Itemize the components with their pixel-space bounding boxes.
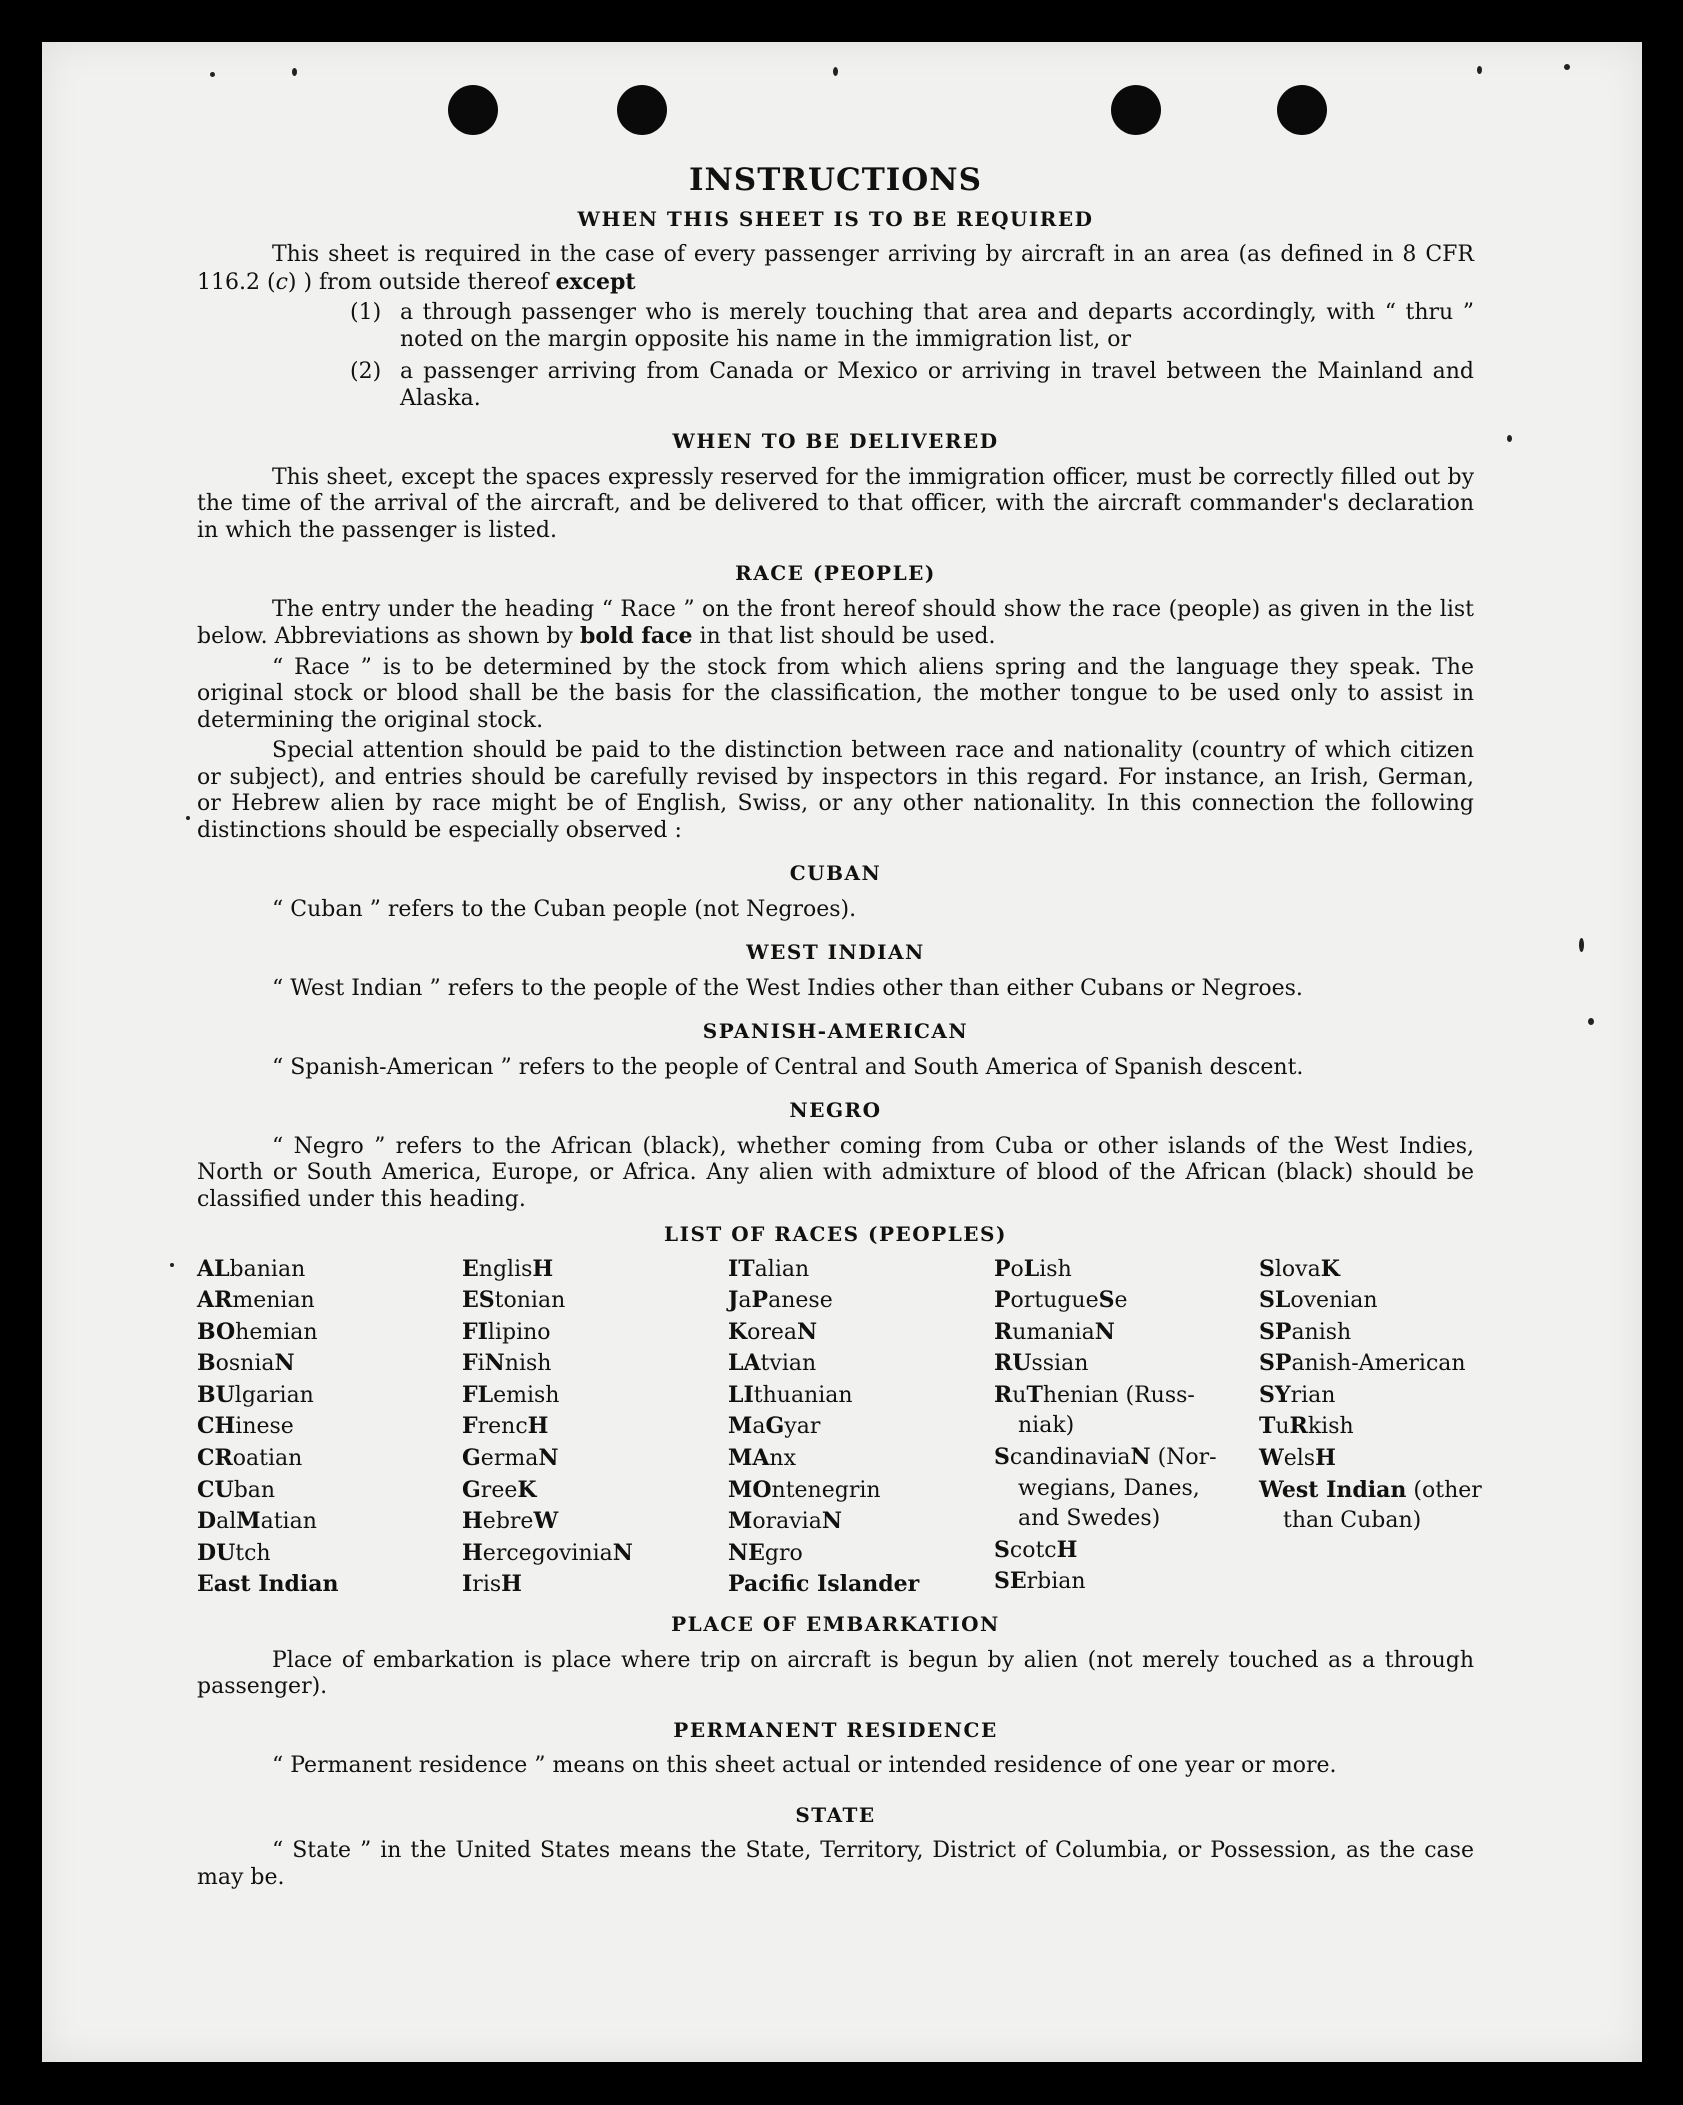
race-entry bbox=[1259, 1475, 1482, 1507]
race-abbrev: S bbox=[1259, 1255, 1275, 1282]
section-heading-west-indian: WEST INDIAN bbox=[746, 940, 925, 964]
race-entry bbox=[1259, 1506, 1474, 1537]
race-abbrev: R bbox=[994, 1318, 1013, 1345]
race-entry bbox=[1259, 1380, 1474, 1412]
race-entry bbox=[728, 1380, 994, 1412]
races-column bbox=[1259, 1254, 1482, 1602]
race-text: e bbox=[1114, 1288, 1128, 1314]
race-entry bbox=[1259, 1254, 1474, 1286]
race-text: al bbox=[216, 1509, 237, 1535]
race-text: menian bbox=[232, 1288, 315, 1314]
race-abbrev: S bbox=[1098, 1287, 1115, 1314]
cuban-text: “ Cuban ” refers to the Cuban people (not Negroes). bbox=[272, 896, 857, 922]
race-abbrev: SY bbox=[1259, 1381, 1291, 1408]
race-text: ercegovinia bbox=[482, 1540, 613, 1566]
race-abbrev: LA bbox=[728, 1350, 761, 1377]
race-abbrev: T bbox=[1259, 1413, 1276, 1440]
race-text: henian (Russ- bbox=[1042, 1382, 1195, 1408]
section-heading-negro: NEGRO bbox=[789, 1098, 882, 1122]
race-entry bbox=[462, 1506, 728, 1538]
race-entry bbox=[462, 1411, 728, 1443]
race-abbrev: LI bbox=[728, 1381, 754, 1408]
exception-item bbox=[197, 359, 1474, 412]
race-entry bbox=[462, 1443, 728, 1475]
race-text: orea bbox=[747, 1319, 798, 1345]
race-abbrev: G bbox=[462, 1445, 481, 1472]
race-abbrev: SL bbox=[1259, 1287, 1291, 1314]
race-text: rian bbox=[1290, 1382, 1336, 1408]
race-entry bbox=[728, 1254, 994, 1286]
race-abbrev: FI bbox=[462, 1318, 488, 1345]
race-entry bbox=[197, 1443, 462, 1475]
race-abbrev: West Indian bbox=[1259, 1476, 1407, 1503]
west-indian-text: “ West Indian ” refers to the people of the West Indies other than either Cubans or Negroes. bbox=[272, 975, 1303, 1001]
section-heading-cuban: CUBAN bbox=[789, 861, 882, 885]
race-entry bbox=[1259, 1443, 1474, 1475]
race-entry bbox=[728, 1506, 994, 1538]
race-entry bbox=[197, 1538, 462, 1570]
race-abbrev: H bbox=[462, 1539, 483, 1566]
race-abbrev: P bbox=[994, 1255, 1011, 1282]
race-entry bbox=[994, 1348, 1259, 1380]
race-text: els bbox=[1283, 1446, 1316, 1472]
race-text: inese bbox=[235, 1414, 294, 1440]
speck bbox=[1579, 938, 1584, 952]
race-text: tvian bbox=[760, 1351, 817, 1377]
punch-hole bbox=[448, 85, 498, 135]
race-abbrev: G bbox=[765, 1413, 785, 1440]
section-heading-state: STATE bbox=[795, 1802, 876, 1827]
race-text: candinavia bbox=[1009, 1445, 1131, 1471]
item-text: a through passenger who is merely touching that area and departs accordingly, with “ thru ” noted on the margin opposite his name in the immigration list, or bbox=[400, 300, 1474, 352]
race-abbrev: J bbox=[728, 1287, 739, 1314]
race-abbrev: K bbox=[728, 1318, 748, 1345]
race-text: (other bbox=[1406, 1477, 1482, 1503]
race-abbrev: D bbox=[197, 1508, 217, 1535]
section-heading-delivered: WHEN TO BE DELIVERED bbox=[672, 429, 999, 453]
race-text: tonian bbox=[494, 1288, 566, 1314]
race-text: alian bbox=[754, 1256, 810, 1282]
race-abbrev: E bbox=[462, 1255, 479, 1282]
race-entry bbox=[728, 1348, 994, 1380]
race-text: than Cuban) bbox=[1283, 1508, 1422, 1534]
embarkation-text: Place of embarkation is place where trip on aircraft is begun by alien (not merely touched as a through passenger). bbox=[197, 1647, 1474, 1700]
race-abbrev: MA bbox=[728, 1445, 770, 1472]
race-text: tch bbox=[235, 1540, 271, 1566]
race-abbrev: N bbox=[1130, 1444, 1151, 1471]
race-entry bbox=[462, 1254, 728, 1286]
race-text: ish bbox=[1039, 1256, 1072, 1282]
race-text: anish bbox=[1291, 1319, 1352, 1345]
race-abbrev: H bbox=[532, 1255, 554, 1282]
race-text: u bbox=[1012, 1382, 1027, 1408]
race-entry bbox=[197, 1285, 462, 1317]
speck bbox=[210, 72, 215, 77]
race-abbrev: T bbox=[1026, 1381, 1043, 1408]
race-abbrev: G bbox=[462, 1476, 481, 1503]
race-abbrev: R bbox=[994, 1381, 1013, 1408]
speck bbox=[186, 816, 190, 820]
race-entry bbox=[197, 1380, 462, 1412]
speck bbox=[170, 1263, 174, 1267]
race-text: gro bbox=[764, 1540, 803, 1566]
section-heading-required: WHEN THIS SHEET IS TO BE REQUIRED bbox=[577, 206, 1094, 231]
section-heading-spanish-american: SPANISH-AMERICAN bbox=[702, 1019, 969, 1043]
instructions-content bbox=[197, 162, 1482, 1895]
race-abbrev: ES bbox=[462, 1287, 495, 1314]
speck bbox=[1564, 64, 1570, 70]
race-abbrev: W bbox=[1259, 1445, 1284, 1472]
delivered-text: This sheet, except the spaces expressly reserved for the immigration officer, must be correctly filled out by the time of the arrival of the aircraft, and be delivered to that officer, with the aircraft commander's declaration in which the passenger is listed. bbox=[197, 464, 1474, 543]
races-column bbox=[728, 1254, 994, 1602]
punch-hole bbox=[617, 85, 667, 135]
race-paragraph-3: Special attention should be paid to the distinction between race and nationality (country of which citizen or subject), and entries should be carefully revised by inspectors in this regard. For instance, an Irish, German, or Hebrew alien by race might be of English, Swiss, or any other nationality. In this connection the following distinctions should be especially observed : bbox=[197, 738, 1474, 843]
race-abbrev: East Indian bbox=[197, 1571, 339, 1598]
race-entry bbox=[197, 1475, 462, 1507]
section-heading-residence: PERMANENT RESIDENCE bbox=[673, 1717, 998, 1742]
race-entry bbox=[994, 1535, 1259, 1567]
item-text: a passenger arriving from Canada or Mexico or arriving in travel between the Mainland and Alaska. bbox=[400, 359, 1474, 411]
race-abbrev: H bbox=[1056, 1536, 1078, 1563]
race-abbrev: SE bbox=[994, 1568, 1027, 1595]
race-text: atian bbox=[260, 1509, 317, 1535]
race-text: umania bbox=[1012, 1319, 1095, 1345]
race-abbrev: AR bbox=[197, 1287, 233, 1314]
race-abbrev: S bbox=[994, 1444, 1010, 1471]
race-entry bbox=[197, 1569, 462, 1601]
race-abbrev: P bbox=[994, 1287, 1011, 1314]
race-abbrev: S bbox=[994, 1536, 1010, 1563]
speck bbox=[292, 68, 297, 76]
race-abbrev: CH bbox=[197, 1413, 236, 1440]
race-text: u bbox=[1275, 1414, 1290, 1440]
race-entry bbox=[994, 1566, 1259, 1598]
race-text: cotc bbox=[1009, 1537, 1057, 1563]
race-entry bbox=[994, 1317, 1259, 1349]
race-text: ssian bbox=[1031, 1351, 1089, 1377]
section-heading-races-list: LIST OF RACES (PEOPLES) bbox=[664, 1222, 1007, 1246]
race-abbrev: RU bbox=[994, 1350, 1032, 1377]
race-text: wegians, Danes, bbox=[1018, 1475, 1200, 1501]
race-text: a bbox=[752, 1414, 766, 1440]
section-heading-embarkation: PLACE OF EMBARKATION bbox=[671, 1612, 1000, 1637]
race-abbrev: R bbox=[1289, 1413, 1308, 1440]
race-entry bbox=[994, 1442, 1259, 1474]
race-text: oatian bbox=[232, 1446, 303, 1472]
race-abbrev: I bbox=[462, 1571, 473, 1598]
race-abbrev: M bbox=[236, 1508, 261, 1535]
races-column bbox=[197, 1254, 462, 1602]
race-entry bbox=[994, 1285, 1259, 1317]
race-entry bbox=[462, 1569, 728, 1601]
item-number: (2) bbox=[350, 359, 382, 384]
race-text: lgarian bbox=[234, 1382, 314, 1408]
race-abbrev: K bbox=[1320, 1255, 1340, 1282]
race-entry bbox=[994, 1254, 1259, 1286]
race-text: a bbox=[738, 1288, 752, 1314]
race-abbrev: H bbox=[1315, 1445, 1336, 1472]
race-abbrev: SP bbox=[1259, 1350, 1292, 1377]
race-text: niak) bbox=[1018, 1413, 1075, 1439]
race-text: thuanian bbox=[753, 1382, 853, 1408]
race-entry bbox=[728, 1538, 994, 1570]
page-title: INSTRUCTIONS bbox=[688, 162, 983, 198]
speck bbox=[1507, 435, 1512, 442]
race-abbrev: BU bbox=[197, 1381, 235, 1408]
race-entry bbox=[728, 1569, 994, 1601]
races-column bbox=[462, 1254, 728, 1602]
race-text: ortugue bbox=[1010, 1288, 1099, 1314]
race-text: erma bbox=[480, 1446, 539, 1472]
race-text: ntenegrin bbox=[771, 1477, 881, 1503]
race-entry bbox=[994, 1504, 1259, 1535]
state-text: “ State ” in the United States means the State, Territory, District of Columbia, or Possession, as the case may be. bbox=[197, 1838, 1474, 1890]
race-text: anish-American bbox=[1291, 1351, 1466, 1377]
race-paragraph-1: The entry under the heading “ Race ” on the front hereof should show the race (people) as given in the list below. Abbreviations as shown by bold face in that list should be used. bbox=[197, 596, 1474, 649]
race-entry bbox=[728, 1443, 994, 1475]
race-text: ris bbox=[472, 1572, 502, 1598]
punch-hole bbox=[1277, 85, 1327, 135]
race-text: rbian bbox=[1026, 1569, 1086, 1595]
race-text: nglis bbox=[478, 1256, 533, 1282]
race-text: ovenian bbox=[1290, 1288, 1378, 1314]
race-entry bbox=[994, 1411, 1259, 1442]
race-abbrev: F bbox=[462, 1413, 478, 1440]
race-entry bbox=[462, 1317, 728, 1349]
race-abbrev: N bbox=[612, 1539, 633, 1566]
race-entry bbox=[197, 1254, 462, 1286]
race-abbrev: FL bbox=[462, 1381, 494, 1408]
race-text: hemian bbox=[235, 1319, 318, 1345]
race-entry bbox=[994, 1474, 1259, 1505]
speck bbox=[833, 67, 838, 76]
negro-text: “ Negro ” refers to the African (black), whether coming from Cuba or other islands of the West Indies, North or South America, Europe, or Africa. Any alien with admixture of blood of the African (black) should be classified under this heading. bbox=[197, 1133, 1474, 1212]
race-entry bbox=[728, 1317, 994, 1349]
race-text: kish bbox=[1307, 1414, 1354, 1440]
race-abbrev: N bbox=[797, 1318, 818, 1345]
race-text: renc bbox=[477, 1414, 528, 1440]
race-entry bbox=[462, 1538, 728, 1570]
race-abbrev: Pacific Islander bbox=[728, 1571, 920, 1598]
race-abbrev: L bbox=[1023, 1255, 1040, 1282]
race-text: oravia bbox=[752, 1509, 822, 1535]
race-entry bbox=[197, 1317, 462, 1349]
speck bbox=[1477, 66, 1482, 74]
race-abbrev: N bbox=[1094, 1318, 1115, 1345]
races-list bbox=[197, 1254, 1482, 1602]
races-column bbox=[994, 1254, 1259, 1602]
race-text: banian bbox=[229, 1256, 306, 1282]
race-text: yar bbox=[784, 1414, 821, 1440]
spanish-american-text: “ Spanish-American ” refers to the people of Central and South America of Spanish descent. bbox=[272, 1054, 1304, 1080]
race-abbrev: M bbox=[728, 1413, 753, 1440]
race-abbrev: N bbox=[274, 1350, 295, 1377]
race-entry bbox=[197, 1506, 462, 1538]
race-entry bbox=[728, 1411, 994, 1443]
race-text: and Swedes) bbox=[1018, 1506, 1161, 1532]
race-abbrev: IT bbox=[728, 1255, 755, 1282]
race-entry bbox=[462, 1475, 728, 1507]
race-text: (Nor- bbox=[1150, 1445, 1217, 1471]
race-entry bbox=[1259, 1348, 1474, 1380]
race-entry bbox=[197, 1348, 462, 1380]
race-entry bbox=[728, 1475, 994, 1507]
punch-hole bbox=[1111, 85, 1161, 135]
race-text: i bbox=[477, 1351, 485, 1377]
race-abbrev: NE bbox=[728, 1539, 765, 1566]
race-entry bbox=[197, 1411, 462, 1443]
race-text: nish bbox=[504, 1351, 552, 1377]
race-text: ree bbox=[480, 1477, 518, 1503]
race-text: o bbox=[1010, 1256, 1024, 1282]
race-abbrev: P bbox=[751, 1287, 769, 1314]
race-entry bbox=[1259, 1317, 1474, 1349]
race-abbrev: BO bbox=[197, 1318, 236, 1345]
race-abbrev: CU bbox=[197, 1476, 234, 1503]
required-intro: This sheet is required in the case of every passenger arriving by aircraft in an area (as defined in 8 CFR 116.2 (c) ) from outside thereof except bbox=[197, 242, 1474, 295]
race-entry bbox=[728, 1285, 994, 1317]
residence-text: “ Permanent residence ” means on this sheet actual or intended residence of one year or more. bbox=[272, 1753, 1337, 1779]
race-abbrev: M bbox=[728, 1508, 753, 1535]
race-text: lipino bbox=[487, 1319, 551, 1345]
race-abbrev: MO bbox=[728, 1476, 772, 1503]
race-abbrev: H bbox=[501, 1571, 522, 1598]
race-abbrev: H bbox=[462, 1508, 483, 1535]
race-abbrev: W bbox=[533, 1508, 559, 1535]
race-abbrev: SP bbox=[1259, 1318, 1292, 1345]
race-entry bbox=[1259, 1285, 1474, 1317]
race-abbrev: AL bbox=[197, 1255, 230, 1282]
race-abbrev: N bbox=[484, 1350, 505, 1377]
race-abbrev: DU bbox=[197, 1539, 236, 1566]
race-entry bbox=[994, 1380, 1259, 1412]
race-abbrev: N bbox=[821, 1508, 842, 1535]
race-text: ebre bbox=[482, 1509, 534, 1535]
race-entry bbox=[1259, 1411, 1474, 1443]
race-text: emish bbox=[493, 1382, 560, 1408]
race-abbrev: H bbox=[527, 1413, 549, 1440]
race-text: ban bbox=[233, 1477, 276, 1503]
exception-item bbox=[197, 300, 1474, 353]
race-abbrev: CR bbox=[197, 1445, 233, 1472]
race-paragraph-2: “ Race ” is to be determined by the stock from which aliens spring and the language they speak. The original stock or blood shall be the basis for the classification, the mother tongue to be used only to assist in determining the original stock. bbox=[197, 654, 1474, 733]
document-page bbox=[42, 42, 1642, 2062]
race-text: lova bbox=[1274, 1256, 1321, 1282]
race-entry bbox=[462, 1348, 728, 1380]
race-abbrev: N bbox=[538, 1445, 559, 1472]
race-abbrev: K bbox=[517, 1476, 537, 1503]
race-entry bbox=[462, 1285, 728, 1317]
race-text: nx bbox=[769, 1446, 796, 1472]
speck bbox=[1588, 1018, 1594, 1025]
race-text: osnia bbox=[215, 1351, 275, 1377]
item-number: (1) bbox=[350, 300, 382, 325]
section-heading-race: RACE (PEOPLE) bbox=[735, 561, 936, 585]
race-abbrev: F bbox=[462, 1350, 478, 1377]
race-abbrev: B bbox=[197, 1350, 216, 1377]
race-entry bbox=[462, 1380, 728, 1412]
race-text: anese bbox=[768, 1288, 833, 1314]
